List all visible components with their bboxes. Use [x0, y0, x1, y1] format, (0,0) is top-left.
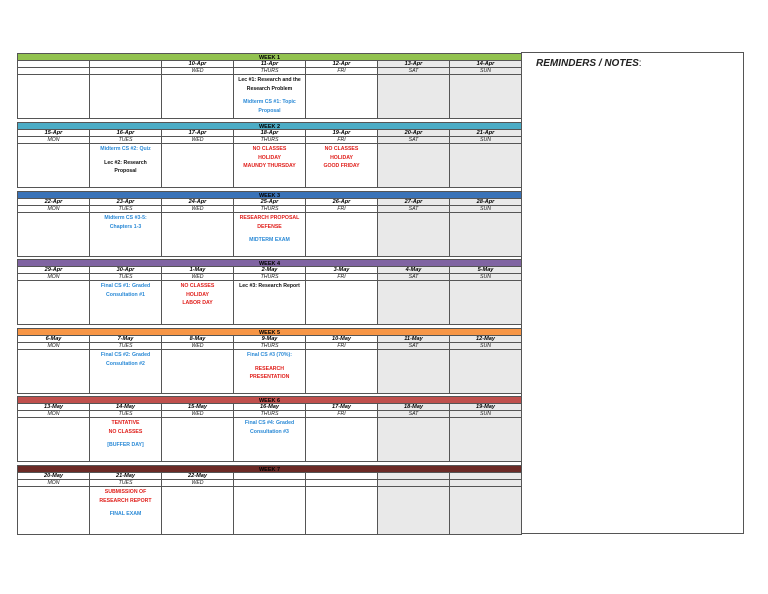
- date-cell: [450, 473, 522, 480]
- day-notes-cell: [378, 418, 450, 462]
- date-cell: 30-Apr: [90, 267, 162, 274]
- weekday-cell: WED: [162, 68, 234, 75]
- day-notes-cell: [162, 75, 234, 119]
- weekday-cell: MON: [17, 274, 90, 281]
- day-notes-cell: [17, 350, 90, 394]
- weekday-cell: [306, 480, 378, 487]
- date-cell: 17-Apr: [162, 130, 234, 137]
- date-cell: 13-May: [17, 404, 90, 411]
- date-cell: 16-May: [234, 404, 306, 411]
- schedule-entry: Lec #3: Research Report: [239, 283, 300, 289]
- schedule-entry: NO CLASSES: [324, 146, 359, 152]
- weekday-cell: SAT: [378, 206, 450, 213]
- date-cell: 26-Apr: [306, 199, 378, 206]
- weekday-cell: SUN: [450, 68, 522, 75]
- weekday-cell: THURS: [234, 343, 306, 350]
- day-notes-cell: [306, 144, 378, 188]
- weekday-cell: WED: [162, 137, 234, 144]
- date-cell: 11-Apr: [234, 61, 306, 68]
- week-header: WEEK 3: [17, 191, 522, 199]
- notes-row: [17, 144, 522, 188]
- date-cell: 10-May: [306, 336, 378, 343]
- date-cell: 7-May: [90, 336, 162, 343]
- weekday-cell: [378, 480, 450, 487]
- date-cell: 12-Apr: [306, 61, 378, 68]
- weekday-cell: TUES: [90, 274, 162, 281]
- weekday-cell: [450, 480, 522, 487]
- day-notes-cell: [17, 418, 90, 462]
- weekday-cell: FRI: [306, 68, 378, 75]
- date-cell: 18-Apr: [234, 130, 306, 137]
- day-notes-cell: [17, 213, 90, 257]
- weekday-row: [17, 480, 522, 487]
- weekday-cell: SAT: [378, 343, 450, 350]
- weekday-cell: MON: [17, 411, 90, 418]
- weekday-row: [17, 274, 522, 281]
- day-notes-cell: [90, 144, 162, 188]
- day-notes-cell: [90, 487, 162, 535]
- schedule-entry: Final CS #4: Graded Consultation #3: [244, 420, 295, 435]
- week-header: WEEK 5: [17, 328, 522, 336]
- week-header: WEEK 1: [17, 53, 522, 61]
- date-cell: [378, 473, 450, 480]
- date-cell: 10-Apr: [162, 61, 234, 68]
- schedule-entry: Final CS #2: Graded Consultation #2: [100, 352, 151, 367]
- schedule-entry: RESEARCH PROPOSAL DEFENSE: [239, 215, 300, 230]
- schedule-entry: Midterm CS #2: Quiz: [100, 146, 151, 152]
- date-cell: 13-Apr: [378, 61, 450, 68]
- weekday-cell: SUN: [450, 274, 522, 281]
- date-cell: 11-May: [378, 336, 450, 343]
- weekday-cell: THURS: [234, 411, 306, 418]
- date-cell: [306, 473, 378, 480]
- day-notes-cell: [90, 213, 162, 257]
- date-row: [17, 404, 522, 411]
- day-notes-cell: [162, 281, 234, 325]
- day-notes-cell: [306, 75, 378, 119]
- day-notes-cell: [162, 350, 234, 394]
- date-row: [17, 130, 522, 137]
- date-cell: 3-May: [306, 267, 378, 274]
- day-notes-cell: [162, 418, 234, 462]
- schedule-entry: MIDTERM EXAM: [249, 237, 290, 243]
- day-notes-cell: [234, 281, 306, 325]
- notes-right-border: [743, 52, 744, 534]
- day-notes-cell: [234, 418, 306, 462]
- reminders-colon: :: [638, 58, 642, 69]
- day-notes-cell: [234, 75, 306, 119]
- weekday-cell: WED: [162, 206, 234, 213]
- weekday-cell: SUN: [450, 206, 522, 213]
- day-notes-cell: [234, 144, 306, 188]
- day-notes-cell: [306, 487, 378, 535]
- date-cell: 18-May: [378, 404, 450, 411]
- weekday-cell: FRI: [306, 411, 378, 418]
- day-notes-cell: [378, 281, 450, 325]
- weekday-cell: FRI: [306, 137, 378, 144]
- weekday-cell: [17, 68, 90, 75]
- date-cell: 6-May: [17, 336, 90, 343]
- date-row: [17, 473, 522, 480]
- date-cell: 17-May: [306, 404, 378, 411]
- date-cell: 22-May: [162, 473, 234, 480]
- weekday-row: [17, 343, 522, 350]
- weekday-cell: TUES: [90, 480, 162, 487]
- schedule-entry: HOLIDAY: [258, 154, 281, 161]
- schedule-entry: NO CLASSES: [180, 283, 215, 289]
- weekday-cell: THURS: [234, 137, 306, 144]
- weekday-row: [17, 411, 522, 418]
- date-cell: 15-May: [162, 404, 234, 411]
- schedule-entry: NO CLASSES: [108, 428, 143, 435]
- schedule-entry: Lec #1: Research and the Research Problem: [238, 77, 301, 92]
- weekday-cell: FRI: [306, 343, 378, 350]
- date-cell: [90, 61, 162, 68]
- schedule-entry: Lec #2: Research Proposal: [104, 159, 147, 174]
- schedule-entry: Midterm CS #1: Topic Proposal: [243, 99, 296, 114]
- schedule-entry: GOOD FRIDAY: [323, 163, 360, 169]
- schedule-entry: HOLIDAY: [330, 154, 353, 161]
- date-cell: 24-Apr: [162, 199, 234, 206]
- weekday-row: [17, 137, 522, 144]
- weekday-cell: MON: [17, 480, 90, 487]
- date-cell: [17, 61, 90, 68]
- schedule-entry: RESEARCH PRESENTATION: [249, 365, 290, 380]
- date-cell: 29-Apr: [17, 267, 90, 274]
- weekday-cell: SAT: [378, 137, 450, 144]
- day-notes-cell: [234, 213, 306, 257]
- weekday-cell: MON: [17, 343, 90, 350]
- date-cell: 20-Apr: [378, 130, 450, 137]
- schedule-entry: [BUFFER DAY]: [107, 442, 144, 448]
- date-cell: 2-May: [234, 267, 306, 274]
- date-cell: 28-Apr: [450, 199, 522, 206]
- notes-row: [17, 418, 522, 462]
- notes-row: [17, 487, 522, 535]
- weekday-cell: THURS: [234, 68, 306, 75]
- day-notes-cell: [378, 144, 450, 188]
- date-cell: 9-May: [234, 336, 306, 343]
- date-cell: 19-May: [450, 404, 522, 411]
- date-row: [17, 336, 522, 343]
- week-header: WEEK 2: [17, 122, 522, 130]
- weekday-cell: SUN: [450, 137, 522, 144]
- weekday-cell: SAT: [378, 274, 450, 281]
- date-row: [17, 267, 522, 274]
- date-cell: 22-Apr: [17, 199, 90, 206]
- notes-top-border: [522, 52, 744, 53]
- day-notes-cell: [378, 487, 450, 535]
- day-notes-cell: [306, 418, 378, 462]
- day-notes-cell: [90, 418, 162, 462]
- day-notes-cell: [162, 144, 234, 188]
- date-cell: 27-Apr: [378, 199, 450, 206]
- weekday-cell: WED: [162, 343, 234, 350]
- day-notes-cell: [378, 75, 450, 119]
- day-notes-cell: [378, 350, 450, 394]
- weekday-cell: SUN: [450, 411, 522, 418]
- weekday-cell: FRI: [306, 274, 378, 281]
- date-cell: 19-Apr: [306, 130, 378, 137]
- date-cell: 8-May: [162, 336, 234, 343]
- schedule-entry: Final CS #1: Graded Consultation #1: [100, 283, 151, 298]
- weekday-cell: MON: [17, 137, 90, 144]
- day-notes-cell: [162, 213, 234, 257]
- notes-row: [17, 350, 522, 394]
- date-cell: 5-May: [450, 267, 522, 274]
- schedule-entry: SUBMISSION OF RESEARCH REPORT: [99, 489, 152, 504]
- day-notes-cell: [90, 350, 162, 394]
- date-row: [17, 61, 522, 68]
- day-notes-cell: [162, 487, 234, 535]
- weekday-cell: WED: [162, 274, 234, 281]
- day-notes-cell: [450, 487, 522, 535]
- weekday-row: [17, 68, 522, 75]
- date-cell: 4-May: [378, 267, 450, 274]
- schedule-entry: Midterm CS #3-5: Chapters 1-3: [104, 215, 147, 230]
- date-cell: 21-May: [90, 473, 162, 480]
- schedule-entry: HOLIDAY: [186, 291, 209, 298]
- day-notes-cell: [17, 487, 90, 535]
- day-notes-cell: [306, 213, 378, 257]
- weekday-cell: SAT: [378, 68, 450, 75]
- reminders-title: REMINDERS / NOTES: [536, 58, 639, 69]
- weekday-cell: FRI: [306, 206, 378, 213]
- weekday-row: [17, 206, 522, 213]
- day-notes-cell: [17, 281, 90, 325]
- date-cell: 21-Apr: [450, 130, 522, 137]
- weekday-cell: MON: [17, 206, 90, 213]
- date-cell: 23-Apr: [90, 199, 162, 206]
- notes-row: [17, 213, 522, 257]
- schedule-entry: Final CS #3 (70%):: [247, 352, 292, 358]
- schedule-entry: FINAL EXAM: [109, 511, 142, 517]
- day-notes-cell: [306, 350, 378, 394]
- week-header: WEEK 6: [17, 396, 522, 404]
- weekday-cell: SUN: [450, 343, 522, 350]
- date-row: [17, 199, 522, 206]
- date-cell: 14-Apr: [450, 61, 522, 68]
- date-cell: 14-May: [90, 404, 162, 411]
- date-cell: [234, 473, 306, 480]
- day-notes-cell: [450, 213, 522, 257]
- weekday-cell: TUES: [90, 411, 162, 418]
- day-notes-cell: [450, 75, 522, 119]
- reminders-notes-heading: [536, 58, 642, 69]
- weekday-cell: [234, 480, 306, 487]
- day-notes-cell: [90, 281, 162, 325]
- day-notes-cell: [450, 144, 522, 188]
- weekday-cell: [90, 68, 162, 75]
- day-notes-cell: [234, 487, 306, 535]
- schedule-entry: MAUNDY THURSDAY: [243, 163, 296, 169]
- notes-bottom-border: [522, 533, 744, 534]
- week-header: WEEK 4: [17, 259, 522, 267]
- date-cell: 20-May: [17, 473, 90, 480]
- schedule-entry: LABOR DAY: [182, 300, 213, 306]
- day-notes-cell: [378, 213, 450, 257]
- notes-row: [17, 75, 522, 119]
- notes-row: [17, 281, 522, 325]
- day-notes-cell: [17, 75, 90, 119]
- date-cell: 15-Apr: [17, 130, 90, 137]
- day-notes-cell: [234, 350, 306, 394]
- date-cell: 12-May: [450, 336, 522, 343]
- week-header: WEEK 7: [17, 465, 522, 473]
- weekday-cell: WED: [162, 411, 234, 418]
- schedule-entry: TENTATIVE: [111, 420, 140, 426]
- schedule-entry: NO CLASSES: [252, 146, 287, 152]
- weekday-cell: WED: [162, 480, 234, 487]
- weekday-cell: THURS: [234, 206, 306, 213]
- weekday-cell: TUES: [90, 137, 162, 144]
- day-notes-cell: [306, 281, 378, 325]
- day-notes-cell: [450, 418, 522, 462]
- weekday-cell: THURS: [234, 274, 306, 281]
- day-notes-cell: [450, 350, 522, 394]
- day-notes-cell: [450, 281, 522, 325]
- date-cell: 25-Apr: [234, 199, 306, 206]
- weekday-cell: TUES: [90, 343, 162, 350]
- date-cell: 16-Apr: [90, 130, 162, 137]
- weekday-cell: SAT: [378, 411, 450, 418]
- day-notes-cell: [90, 75, 162, 119]
- day-notes-cell: [17, 144, 90, 188]
- weekday-cell: TUES: [90, 206, 162, 213]
- date-cell: 1-May: [162, 267, 234, 274]
